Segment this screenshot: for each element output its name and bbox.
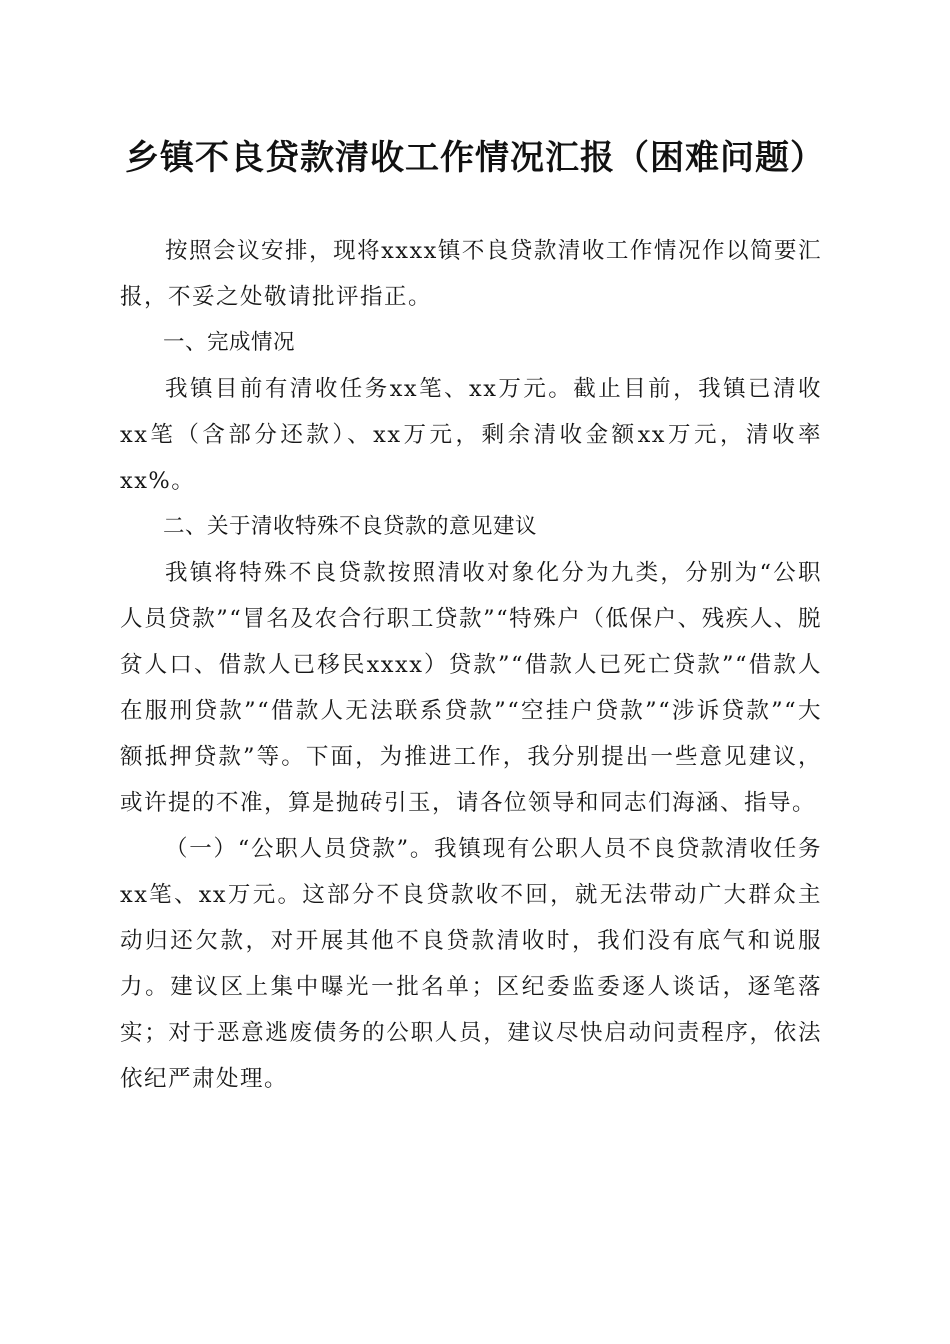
document-body [120,228,822,1102]
section-heading-suggestions: 二、关于清收特殊不良贷款的意见建议 [163,514,538,539]
classification-paragraph: 我镇将特殊不良贷款按照清收对象化分为九类，分别为“公职人员贷款”“冒名及农合行职工贷款”“特殊户（低保户、残疾人、脱贫人口、借款人已移民xxxx）贷款”“借款人已死亡贷款”“借款人在服刑贷款”“借款人无法联系贷款”“空挂户贷款”“涉诉贷款”“大额抵押贷款”等。下面，为推进工作，我分别提出一些意见建议，或许提的不准，算是抛砖引玉，请各位领导和同志们海涵、指导。 [120,560,822,816]
public-servant-loans-paragraph: （一）“公职人员贷款”。我镇现有公职人员不良贷款清收任务xx笔、xx万元。这部分不良贷款收不回，就无法带动广大群众主动归还欠款，对开展其他不良贷款清收时，我们没有底气和说服力。建议区上集中曝光一批名单；区纪委监委逐人谈话，逐笔落实；对于恶意逃废债务的公职人员，建议尽快启动问责程序，依法依纪严肃处理。 [120,836,822,1092]
section-heading-completion: 一、完成情况 [163,330,296,355]
completion-paragraph: 我镇目前有清收任务xx笔、xx万元。截止目前，我镇已清收xx笔（含部分还款）、xx万元，剩余清收金额xx万元，清收率xx%。 [120,376,822,494]
intro-paragraph: 按照会议安排，现将xxxx镇不良贷款清收工作情况作以简要汇报，不妥之处敬请批评指正。 [120,238,822,310]
document-title: 乡镇不良贷款清收工作情况汇报（困难问题） [125,138,825,178]
